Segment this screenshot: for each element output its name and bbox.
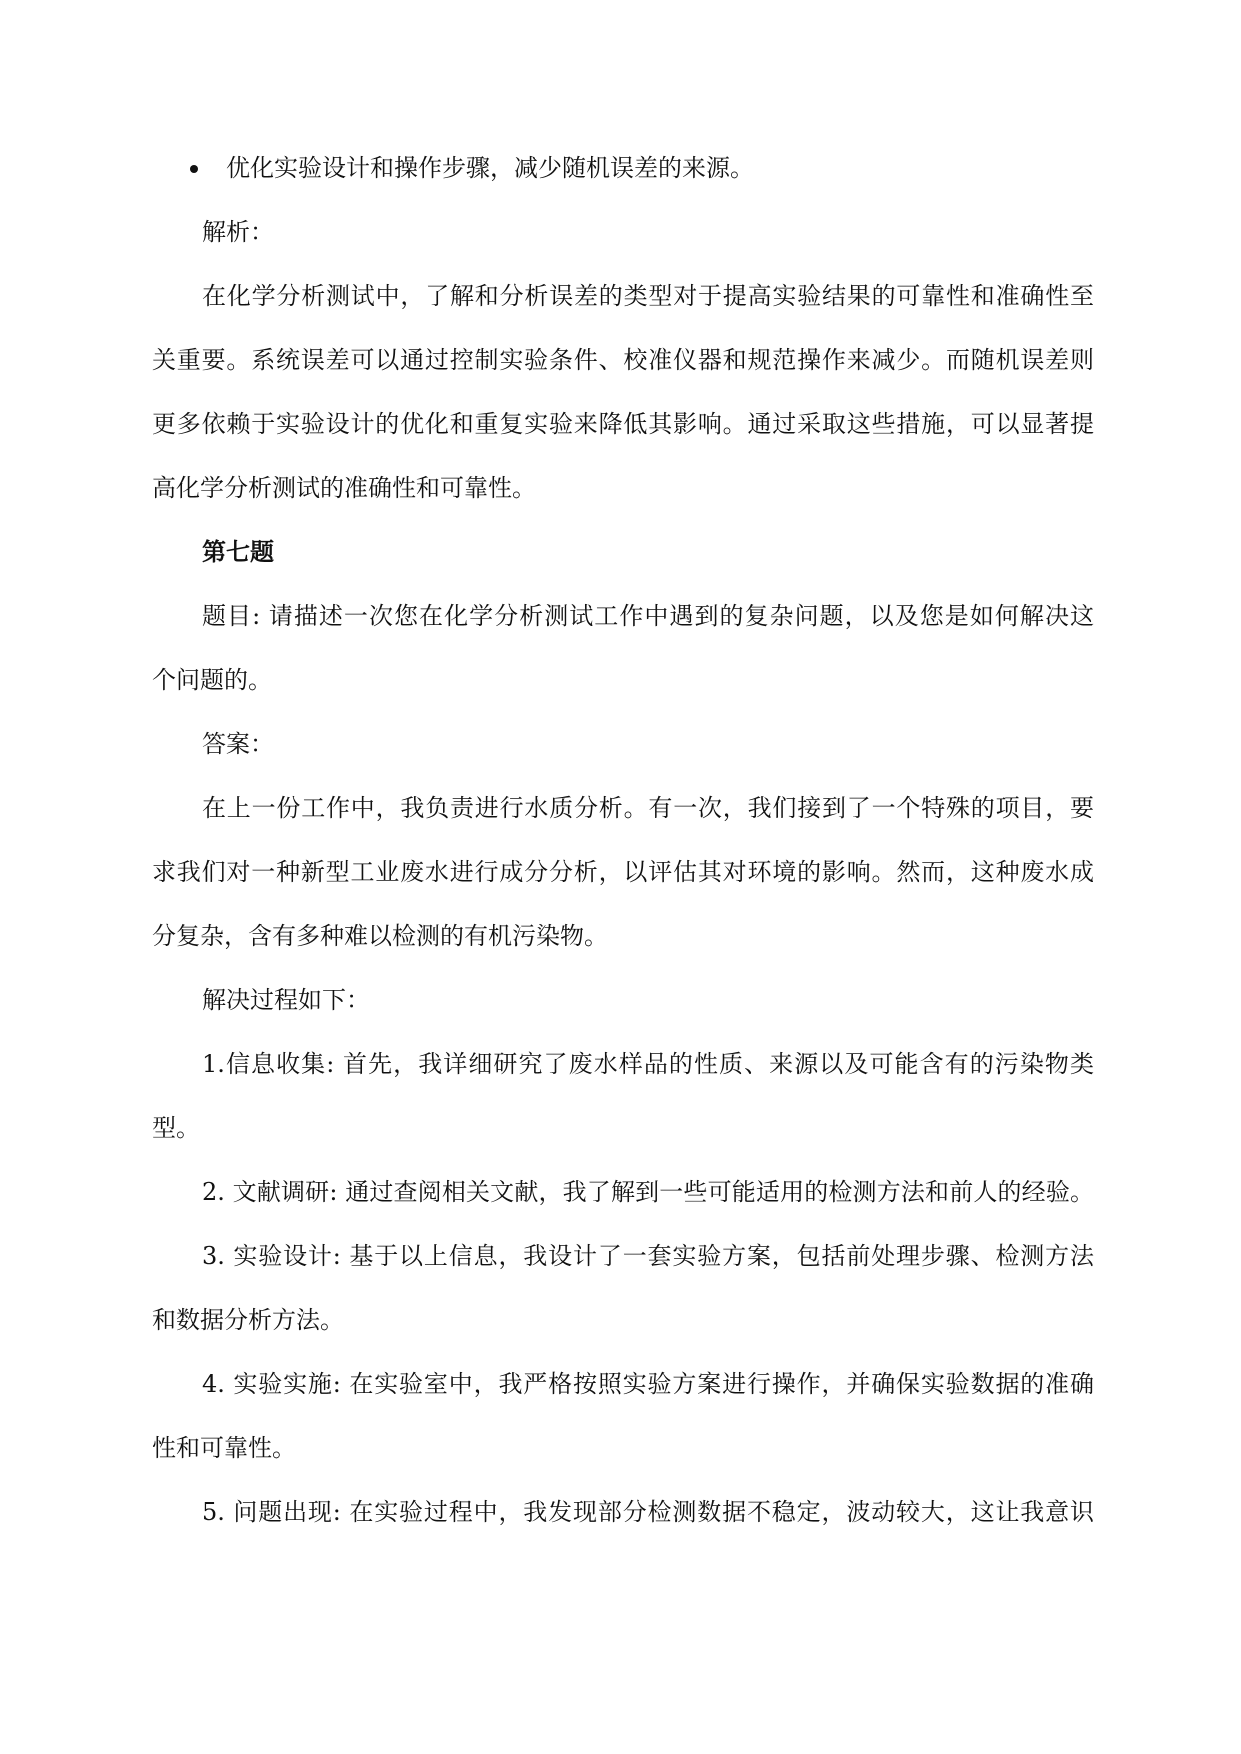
step-line: 4. 实验实施: 在实验室中，我严格按照实验方案进行操作，并确保实验数据的准确 bbox=[202, 1370, 1094, 1398]
step-line: 1.信息收集: 首先，我详细研究了废水样品的性质、来源以及可能含有的污染物类 bbox=[202, 1050, 1094, 1078]
paragraph-line: 关重要。系统误差可以通过控制实验条件、校准仪器和规范操作来减少。而随机误差则 bbox=[152, 346, 1094, 374]
step-line: 性和可靠性。 bbox=[152, 1434, 296, 1462]
section-heading: 第七题 bbox=[202, 537, 274, 566]
step-line: 5. 问题出现: 在实验过程中，我发现部分检测数据不稳定，波动较大，这让我意识 bbox=[202, 1498, 1094, 1526]
bullet-text: 优化实验设计和操作步骤，减少随机误差的来源。 bbox=[226, 154, 754, 182]
answer-label: 答案： bbox=[202, 730, 274, 758]
step-line: 型。 bbox=[152, 1114, 200, 1142]
bullet-item bbox=[152, 136, 1094, 200]
question-line: 个问题的。 bbox=[152, 666, 272, 694]
paragraph-line: 分复杂，含有多种难以检测的有机污染物。 bbox=[152, 922, 608, 950]
step-line: 和数据分析方法。 bbox=[152, 1306, 344, 1334]
step-line: 3. 实验设计: 基于以上信息，我设计了一套实验方案，包括前处理步骤、检测方法 bbox=[202, 1242, 1094, 1270]
process-label: 解决过程如下： bbox=[202, 986, 370, 1014]
analysis-label: 解析： bbox=[202, 218, 274, 246]
step-line: 2. 文献调研: 通过查阅相关文献，我了解到一些可能适用的检测方法和前人的经验。 bbox=[202, 1178, 1094, 1206]
paragraph-line: 在化学分析测试中，了解和分析误差的类型对于提高实验结果的可靠性和准确性至 bbox=[202, 282, 1094, 310]
question-line: 题目: 请描述一次您在化学分析测试工作中遇到的复杂问题，以及您是如何解决这 bbox=[202, 602, 1094, 630]
paragraph-line: 在上一份工作中，我负责进行水质分析。有一次，我们接到了一个特殊的项目，要 bbox=[202, 794, 1094, 822]
paragraph-line: 更多依赖于实验设计的优化和重复实验来降低其影响。通过采取这些措施，可以显著提 bbox=[152, 410, 1094, 438]
document-body bbox=[152, 136, 1094, 1544]
bullet-dot-icon bbox=[190, 165, 198, 173]
paragraph-line: 高化学分析测试的准确性和可靠性。 bbox=[152, 474, 536, 502]
paragraph-line: 求我们对一种新型工业废水进行成分分析，以评估其对环境的影响。然而，这种废水成 bbox=[152, 858, 1094, 886]
